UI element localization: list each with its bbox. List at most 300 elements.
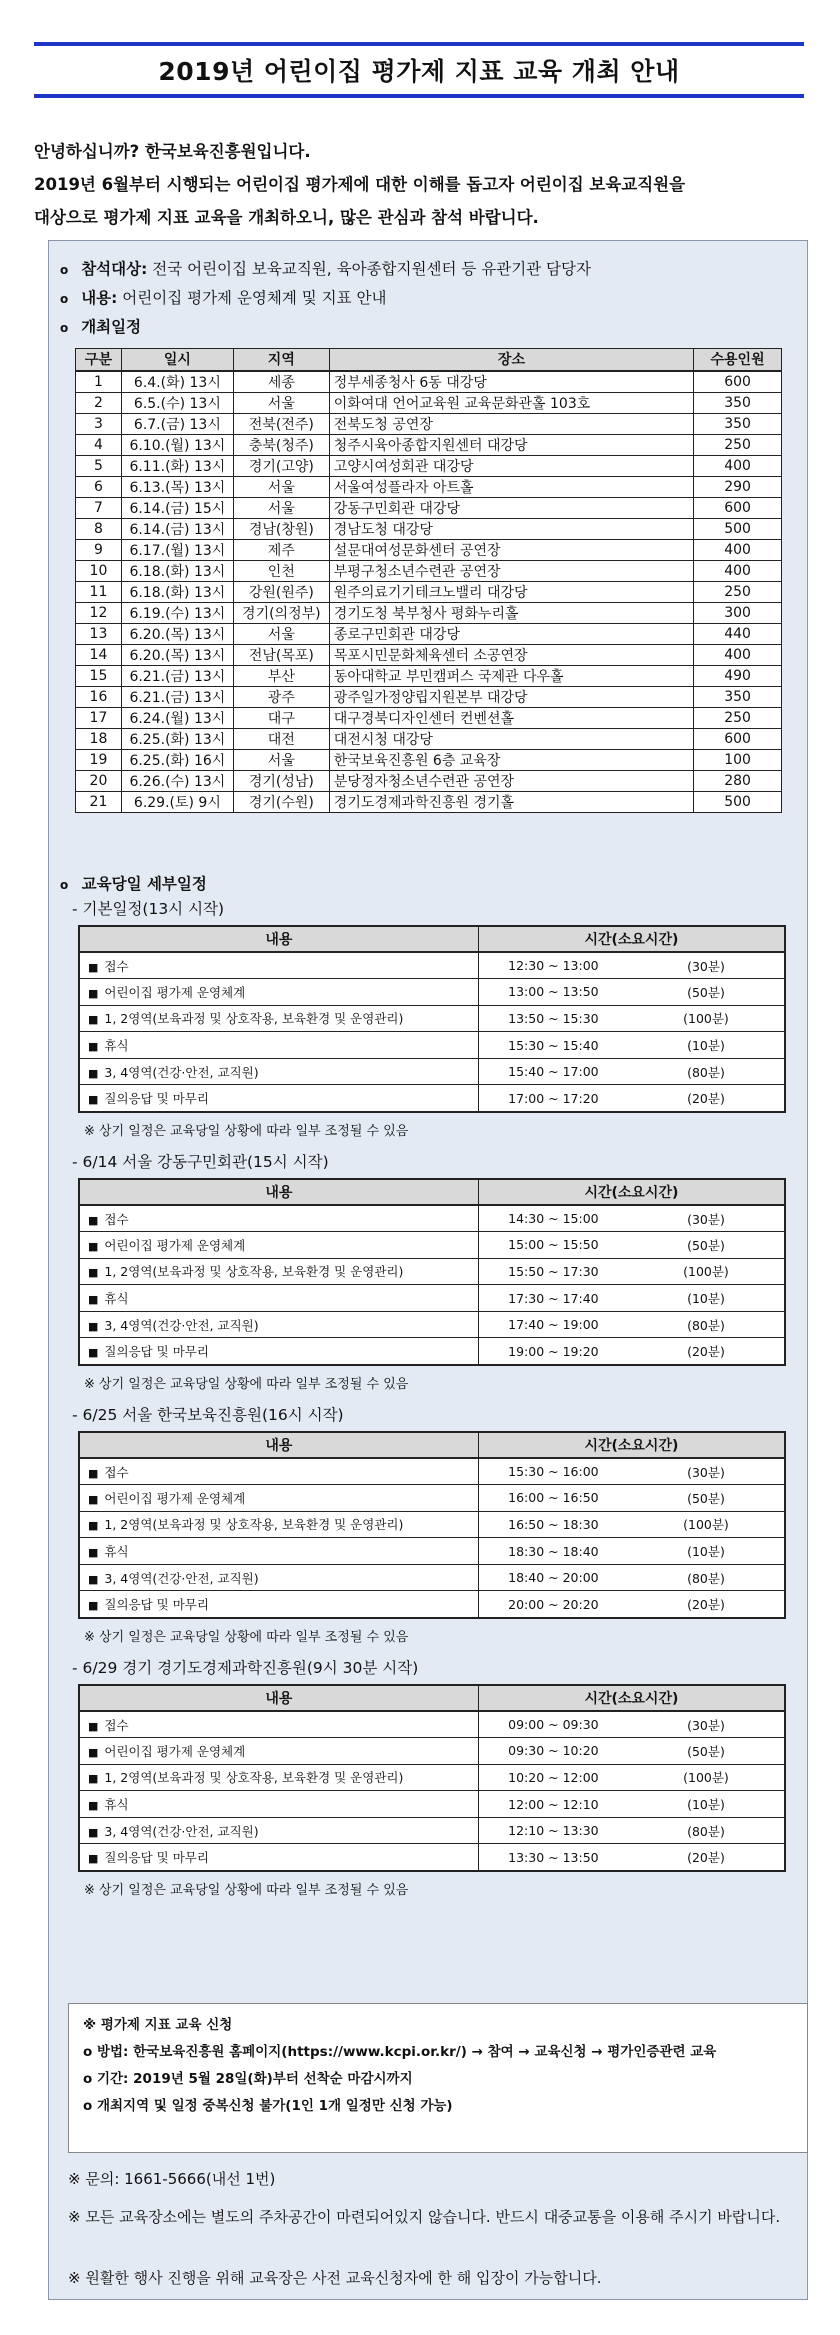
schedule-cell: 대전시청 대강당 [329,728,693,749]
schedule-row [76,749,782,770]
schedule-row [76,623,782,644]
time-content-label: 접수 [104,1464,129,1480]
schedule-cell: 서울여성플라자 아트홀 [329,476,693,497]
square-bullet-icon: ■ [88,960,99,974]
time-range-cell: 15:00 ~ 15:50 [478,1232,628,1259]
schedule-cell: 1 [76,371,122,393]
square-bullet-icon: ■ [88,1066,99,1080]
time-content-cell [79,1485,478,1512]
duration-cell: (100분) [628,1764,785,1791]
schedule-cell: 400 [694,560,782,581]
schedule-cell: 서울 [233,749,329,770]
schedule-cell: 10 [76,560,122,581]
footer-parking: ※ 모든 교육장소에는 별도의 주차공간이 마련되어있지 않습니다. 반드시 대중교통을 이용해 주시기 바랍니다. [68,2208,781,2226]
detail-heading [60,872,207,894]
schedule-cell: 원주의료기기테크노밸리 대강당 [329,581,693,602]
duration-cell: (50분) [628,1738,785,1765]
header-cell: 장소 [329,349,693,371]
time-content-cell [79,1817,478,1844]
schedule-cell: 440 [694,623,782,644]
schedule-cell: 종로구민회관 대강당 [329,623,693,644]
schedule-cell: 대구경북디자인센터 컨벤션홀 [329,707,693,728]
schedule-label: 개최일정 [81,318,142,336]
schedule-cell: 전북(전주) [233,413,329,434]
time-row [79,1232,785,1259]
bullet: o [60,321,69,335]
time-content-label: 접수 [104,1717,129,1733]
duration-cell: (30분) [628,952,785,979]
time-range-cell: 13:00 ~ 13:50 [478,979,628,1006]
time-header-row [79,1432,785,1458]
time-table-title: - 6/29 경기 경기도경제과학진흥원(9시 30분 시작) [72,1659,419,1677]
schedule-row [76,539,782,560]
header-cell: 내용 [79,1432,478,1458]
time-row [79,1085,785,1112]
schedule-cell: 6.5.(수) 13시 [121,392,233,413]
intro-line: 2019년 6월부터 시행되는 어린이집 평가제에 대한 이해를 돕고자 어린이집 보육교직원을 [34,175,686,194]
schedule-cell: 6.18.(화) 13시 [121,560,233,581]
time-content-cell [79,1285,478,1312]
time-table-title: - 6/25 서울 한국보육진흥원(16시 시작) [72,1406,344,1424]
schedule-cell: 동아대학교 부민캠퍼스 국제관 다우홀 [329,665,693,686]
schedule-cell: 6.7.(금) 13시 [121,413,233,434]
schedule-row [76,455,782,476]
schedule-cell: 100 [694,749,782,770]
time-range-cell: 14:30 ~ 15:00 [478,1205,628,1232]
square-bullet-icon: ■ [88,1319,99,1333]
time-content-label: 3, 4영역(건강·안전, 교직원) [104,1823,259,1839]
time-content-label: 질의응답 및 마무리 [104,1850,209,1866]
header-cell: 지역 [233,349,329,371]
target-line [60,258,591,281]
schedule-cell: 이화여대 언어교육원 교육문화관홀 103호 [329,392,693,413]
time-content-cell [79,1711,478,1738]
schedule-row [76,791,782,812]
time-content-label: 어린이집 평가제 운영체계 [104,1237,246,1253]
schedule-cell: 6.20.(목) 13시 [121,623,233,644]
time-range-cell: 18:40 ~ 20:00 [478,1564,628,1591]
schedule-cell: 16 [76,686,122,707]
time-row [79,952,785,979]
schedule-cell: 인천 [233,560,329,581]
square-bullet-icon: ■ [88,1546,99,1560]
duration-cell: (80분) [628,1564,785,1591]
square-bullet-icon: ■ [88,1599,99,1613]
schedule-row [76,518,782,539]
schedule-cell: 6.29.(토) 9시 [121,791,233,812]
bullet: o [60,292,69,306]
duration-cell: (50분) [628,1485,785,1512]
schedule-cell: 경기도청 북부청사 평화누리홀 [329,602,693,623]
schedule-cell: 충북(청주) [233,434,329,455]
time-content-label: 질의응답 및 마무리 [104,1344,209,1360]
footer-contact: ※ 문의: 1661-5666(내선 1번) [68,2170,276,2188]
time-row [79,1485,785,1512]
duration-cell: (80분) [628,1311,785,1338]
time-row [79,1285,785,1312]
header-cell: 내용 [79,1179,478,1205]
schedule-row [76,560,782,581]
schedule-cell: 경기(수원) [233,791,329,812]
schedule-cell: 250 [694,581,782,602]
time-range-cell: 15:30 ~ 15:40 [478,1032,628,1059]
time-range-cell: 19:00 ~ 19:20 [478,1338,628,1365]
time-content-cell [79,1005,478,1032]
header-cell: 일시 [121,349,233,371]
schedule-cell: 20 [76,770,122,791]
schedule-cell: 경기(의정부) [233,602,329,623]
schedule-cell: 경남(창원) [233,518,329,539]
duration-cell: (10분) [628,1538,785,1565]
time-content-label: 접수 [104,1211,129,1227]
time-table [78,1178,786,1366]
schedule-cell: 6 [76,476,122,497]
schedule-cell: 600 [694,497,782,518]
schedule-cell: 6.25.(화) 13시 [121,728,233,749]
header-cell: 시간(소요시간) [478,1685,785,1711]
schedule-cell: 6.24.(월) 13시 [121,707,233,728]
schedule-cell: 대전 [233,728,329,749]
schedule-cell: 13 [76,623,122,644]
time-range-cell: 16:00 ~ 16:50 [478,1485,628,1512]
schedule-row [76,707,782,728]
bullet: o [60,878,69,892]
time-content-label: 3, 4영역(건강·안전, 교직원) [104,1317,259,1333]
time-range-cell: 17:30 ~ 17:40 [478,1285,628,1312]
schedule-row [76,644,782,665]
time-table [78,1684,786,1872]
time-content-cell [79,979,478,1006]
schedule-cell: 전남(목포) [233,644,329,665]
schedule-table [75,348,782,813]
time-row [79,1817,785,1844]
time-content-cell [79,1311,478,1338]
apply-box [68,2003,808,2153]
duration-cell: (20분) [628,1591,785,1618]
schedule-cell: 8 [76,518,122,539]
schedule-cell: 6.14.(금) 15시 [121,497,233,518]
time-content-label: 1, 2영역(보육과정 및 상호작용, 보육환경 및 운영관리) [104,1011,404,1027]
schedule-cell: 17 [76,707,122,728]
time-row [79,1032,785,1059]
schedule-cell: 4 [76,434,122,455]
schedule-cell: 6.20.(목) 13시 [121,644,233,665]
schedule-cell: 19 [76,749,122,770]
schedule-cell: 6.19.(수) 13시 [121,602,233,623]
square-bullet-icon: ■ [88,1492,99,1506]
square-bullet-icon: ■ [88,1013,99,1027]
time-row [79,1564,785,1591]
duration-cell: (80분) [628,1058,785,1085]
apply-period: o 기간: 2019년 5월 28일(화)부터 선착순 마감시까지 [83,2071,413,2087]
time-row [79,1005,785,1032]
intro-line: 대상으로 평가제 지표 교육을 개최하오니, 많은 관심과 참석 바랍니다. [34,208,539,227]
time-content-cell [79,1085,478,1112]
time-content-label: 3, 4영역(건강·안전, 교직원) [104,1570,259,1586]
time-header-row [79,1179,785,1205]
time-content-label: 휴식 [104,1038,129,1054]
bullet: o [60,263,69,277]
time-row [79,1591,785,1618]
square-bullet-icon: ■ [88,1799,99,1813]
schedule-cell: 경기(성남) [233,770,329,791]
schedule-cell: 서울 [233,476,329,497]
schedule-note: ※ 상기 일정은 교육당일 상황에 따라 일부 조정될 수 있음 [84,1630,409,1645]
duration-cell: (20분) [628,1085,785,1112]
time-content-cell [79,1538,478,1565]
schedule-cell: 부산 [233,665,329,686]
schedule-cell: 600 [694,371,782,393]
time-row [79,1458,785,1485]
schedule-cell: 3 [76,413,122,434]
schedule-cell: 350 [694,413,782,434]
apply-title: ※ 평가제 지표 교육 신청 [83,2017,233,2033]
schedule-row [76,686,782,707]
square-bullet-icon: ■ [88,1825,99,1839]
time-content-cell [79,1511,478,1538]
schedule-cell: 강동구민회관 대강당 [329,497,693,518]
square-bullet-icon: ■ [88,1266,99,1280]
time-row [79,1738,785,1765]
title-bar [34,42,804,98]
schedule-cell: 청주시육아종합지원센터 대강당 [329,434,693,455]
schedule-row [76,728,782,749]
time-range-cell: 17:40 ~ 19:00 [478,1311,628,1338]
square-bullet-icon: ■ [88,1040,99,1054]
content-line [60,287,387,310]
schedule-header-row [76,349,782,371]
time-content-label: 1, 2영역(보육과정 및 상호작용, 보육환경 및 운영관리) [104,1770,404,1786]
time-content-cell [79,1591,478,1618]
schedule-cell: 250 [694,434,782,455]
time-content-cell [79,1844,478,1871]
content-value: 어린이집 평가제 운영체계 및 지표 안내 [122,289,387,307]
time-row [79,1711,785,1738]
square-bullet-icon: ■ [88,1519,99,1533]
time-range-cell: 16:50 ~ 18:30 [478,1511,628,1538]
schedule-row [76,581,782,602]
schedule-cell: 600 [694,728,782,749]
time-table [78,1431,786,1619]
schedule-cell: 250 [694,707,782,728]
time-content-cell [79,1338,478,1365]
schedule-cell: 설문대여성문화센터 공연장 [329,539,693,560]
apply-limit: o 개최지역 및 일정 중복신청 불가(1인 1개 일정만 신청 가능) [83,2098,453,2114]
time-content-cell [79,952,478,979]
time-row [79,1338,785,1365]
time-range-cell: 10:20 ~ 12:00 [478,1764,628,1791]
schedule-cell: 350 [694,686,782,707]
time-content-label: 휴식 [104,1797,129,1813]
schedule-row [76,413,782,434]
time-range-cell: 09:00 ~ 09:30 [478,1711,628,1738]
time-content-label: 질의응답 및 마무리 [104,1597,209,1613]
time-content-cell [79,1232,478,1259]
square-bullet-icon: ■ [88,1466,99,1480]
square-bullet-icon: ■ [88,1093,99,1107]
schedule-cell: 500 [694,791,782,812]
content-label: 내용: [81,289,118,307]
time-content-label: 질의응답 및 마무리 [104,1091,209,1107]
intro [34,135,814,234]
time-content-cell [79,1791,478,1818]
schedule-cell: 300 [694,602,782,623]
schedule-cell: 경기(고양) [233,455,329,476]
time-table-title: - 기본일정(13시 시작) [72,900,225,918]
time-table [78,925,786,1113]
schedule-cell: 6.17.(월) 13시 [121,539,233,560]
time-content-cell [79,1458,478,1485]
schedule-cell: 6.18.(화) 13시 [121,581,233,602]
duration-cell: (30분) [628,1205,785,1232]
schedule-cell: 6.26.(수) 13시 [121,770,233,791]
schedule-cell: 6.14.(금) 13시 [121,518,233,539]
schedule-note: ※ 상기 일정은 교육당일 상황에 따라 일부 조정될 수 있음 [84,1124,409,1139]
schedule-cell: 7 [76,497,122,518]
time-row [79,1844,785,1871]
header-cell: 내용 [79,1685,478,1711]
time-content-cell [79,1032,478,1059]
schedule-cell: 전북도청 공연장 [329,413,693,434]
time-range-cell: 13:50 ~ 15:30 [478,1005,628,1032]
schedule-cell: 광주 [233,686,329,707]
schedule-cell: 대구 [233,707,329,728]
target-label: 참석대상: [81,260,148,278]
apply-method: o 방법: 한국보육진흥원 홈페이지(https://www.kcpi.or.kr/) → 참여 → 교육신청 → 평가인증관련 교육 [83,2044,717,2060]
schedule-cell: 서울 [233,497,329,518]
detail-heading-text: 교육당일 세부일정 [81,875,207,893]
time-table-title: - 6/14 서울 강동구민회관(15시 시작) [72,1153,329,1171]
duration-cell: (50분) [628,979,785,1006]
time-content-cell [79,1564,478,1591]
schedule-row [76,371,782,393]
schedule-cell: 490 [694,665,782,686]
duration-cell: (30분) [628,1458,785,1485]
time-row [79,1511,785,1538]
duration-cell: (50분) [628,1232,785,1259]
duration-cell: (20분) [628,1844,785,1871]
header-cell: 시간(소요시간) [478,1432,785,1458]
time-content-cell [79,1058,478,1085]
duration-cell: (10분) [628,1032,785,1059]
duration-cell: (100분) [628,1511,785,1538]
schedule-cell: 14 [76,644,122,665]
schedule-cell: 경남도청 대강당 [329,518,693,539]
time-range-cell: 09:30 ~ 10:20 [478,1738,628,1765]
time-range-cell: 17:00 ~ 17:20 [478,1085,628,1112]
schedule-cell: 정부세종청사 6동 대강당 [329,371,693,393]
time-content-cell [79,1764,478,1791]
schedule-cell: 350 [694,392,782,413]
time-content-cell [79,1205,478,1232]
square-bullet-icon: ■ [88,1239,99,1253]
square-bullet-icon: ■ [88,1346,99,1360]
time-content-label: 어린이집 평가제 운영체계 [104,1490,246,1506]
schedule-row [76,497,782,518]
time-row [79,1791,785,1818]
header-cell: 구분 [76,349,122,371]
time-range-cell: 13:30 ~ 13:50 [478,1844,628,1871]
header-cell: 시간(소요시간) [478,926,785,952]
time-header-row [79,1685,785,1711]
schedule-cell: 9 [76,539,122,560]
duration-cell: (20분) [628,1338,785,1365]
duration-cell: (100분) [628,1005,785,1032]
square-bullet-icon: ■ [88,1572,99,1586]
time-content-label: 3, 4영역(건강·안전, 교직원) [104,1064,259,1080]
time-content-label: 접수 [104,958,129,974]
schedule-cell: 11 [76,581,122,602]
time-range-cell: 15:40 ~ 17:00 [478,1058,628,1085]
time-header-row [79,926,785,952]
time-range-cell: 18:30 ~ 18:40 [478,1538,628,1565]
duration-cell: (10분) [628,1791,785,1818]
schedule-line [60,316,141,339]
schedule-cell: 18 [76,728,122,749]
schedule-cell: 500 [694,518,782,539]
schedule-row [76,770,782,791]
time-content-cell [79,1738,478,1765]
schedule-row [76,476,782,497]
duration-cell: (100분) [628,1258,785,1285]
header-cell: 시간(소요시간) [478,1179,785,1205]
schedule-cell: 400 [694,539,782,560]
schedule-cell: 6.21.(금) 13시 [121,686,233,707]
schedule-cell: 서울 [233,392,329,413]
schedule-cell: 2 [76,392,122,413]
time-range-cell: 12:00 ~ 12:10 [478,1791,628,1818]
square-bullet-icon: ■ [88,986,99,1000]
time-row [79,1058,785,1085]
square-bullet-icon: ■ [88,1745,99,1759]
square-bullet-icon: ■ [88,1852,99,1866]
schedule-row [76,434,782,455]
schedule-row [76,602,782,623]
time-range-cell: 15:50 ~ 17:30 [478,1258,628,1285]
schedule-row [76,665,782,686]
duration-cell: (10분) [628,1285,785,1312]
time-content-label: 휴식 [104,1291,129,1307]
time-row [79,979,785,1006]
schedule-cell: 5 [76,455,122,476]
schedule-cell: 한국보육진흥원 6층 교육장 [329,749,693,770]
schedule-cell: 목포시민문화체육센터 소공연장 [329,644,693,665]
time-content-label: 휴식 [104,1544,129,1560]
schedule-cell: 서울 [233,623,329,644]
footer-entry: ※ 원활한 행사 진행을 위해 교육장은 사전 교육신청자에 한 해 입장이 가능합니다. [68,2269,602,2287]
schedule-cell: 6.25.(화) 16시 [121,749,233,770]
schedule-cell: 6.11.(화) 13시 [121,455,233,476]
time-row [79,1311,785,1338]
schedule-cell: 분당정자청소년수련관 공연장 [329,770,693,791]
square-bullet-icon: ■ [88,1772,99,1786]
schedule-cell: 6.13.(목) 13시 [121,476,233,497]
header-cell: 수용인원 [694,349,782,371]
schedule-cell: 6.4.(화) 13시 [121,371,233,393]
time-range-cell: 12:30 ~ 13:00 [478,952,628,979]
schedule-cell: 15 [76,665,122,686]
schedule-cell: 세종 [233,371,329,393]
time-range-cell: 20:00 ~ 20:20 [478,1591,628,1618]
schedule-cell: 280 [694,770,782,791]
schedule-cell: 광주일가정양립지원본부 대강당 [329,686,693,707]
schedule-cell: 12 [76,602,122,623]
schedule-cell: 400 [694,644,782,665]
page-title: 2019년 어린이집 평가제 지표 교육 개최 안내 [158,57,680,86]
schedule-cell: 고양시여성회관 대강당 [329,455,693,476]
time-row [79,1205,785,1232]
time-range-cell: 12:10 ~ 13:30 [478,1817,628,1844]
